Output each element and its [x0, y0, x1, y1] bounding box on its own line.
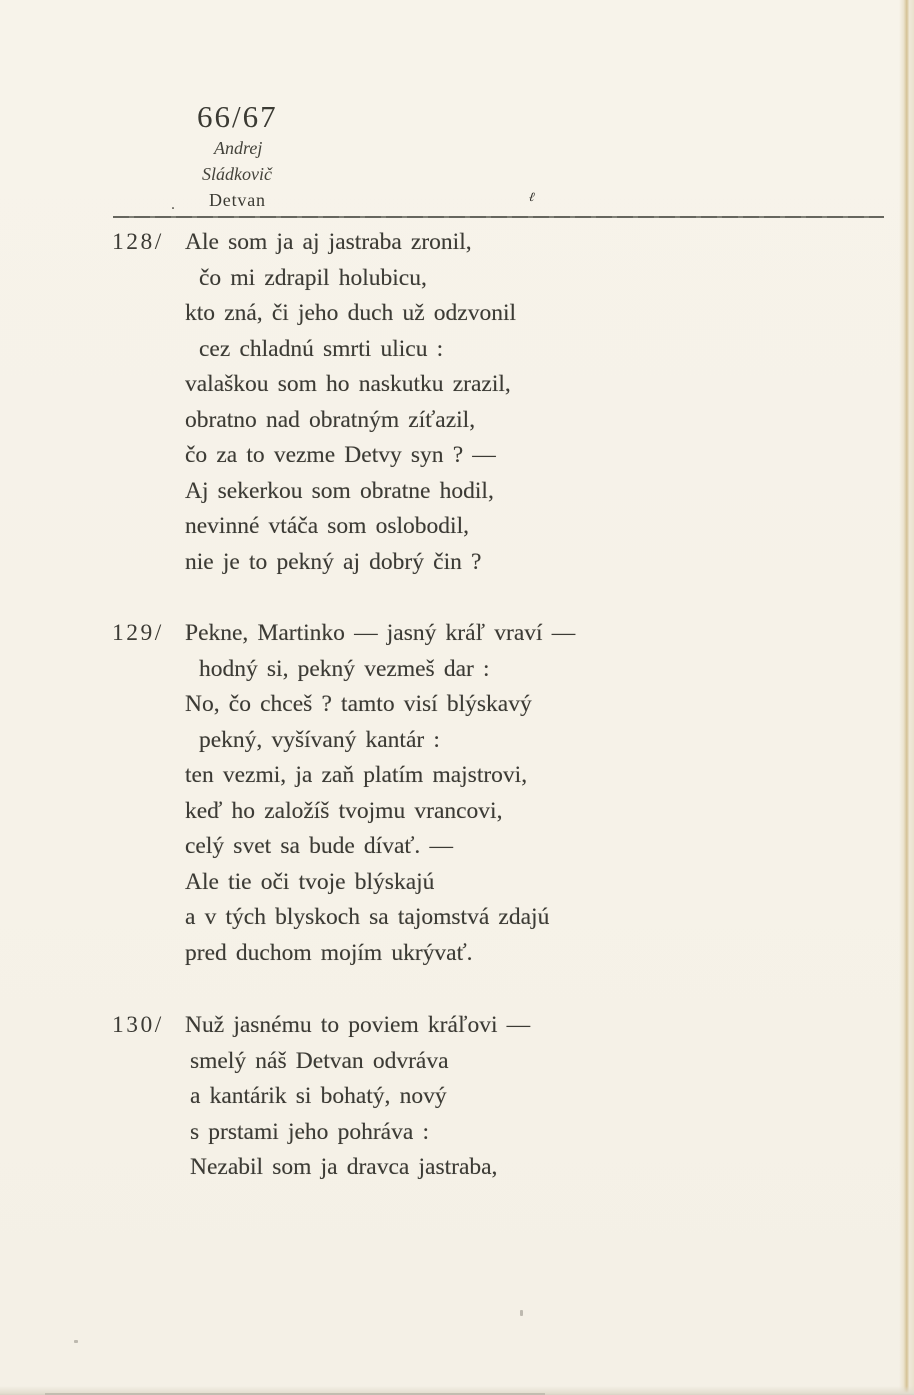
- stanza-129: [112, 616, 852, 971]
- verse-line: s prstami jeho pohráva :: [190, 1118, 429, 1145]
- verse-line: obratno nad obratným zíťazil,: [185, 406, 476, 433]
- verse-line: a kantárik si bohatý, nový: [190, 1083, 447, 1109]
- author-first-name: Andrej: [214, 138, 263, 158]
- verse-line: nevinné vtáča som oslobodil,: [185, 513, 469, 539]
- page-number: 66/67: [197, 99, 278, 134]
- scan-speck: [74, 1340, 78, 1343]
- verse-line: Nuž jasnému to poviem kráľovi —: [185, 1012, 531, 1038]
- stanza-128: [112, 225, 852, 580]
- author-last-name: Sládkovič: [202, 164, 272, 184]
- stanza-number: 128/: [112, 229, 164, 255]
- stanza-lines: [185, 225, 852, 580]
- verse-line: čo mi zdrapil holubicu,: [199, 264, 427, 291]
- verse-line: keď ho založíš tvojmu vrancovi,: [185, 797, 503, 824]
- verse-line: Ale som ja aj jastraba zronil,: [185, 229, 472, 255]
- verse-line: No, čo chceš ? tamto visí blýskavý: [185, 691, 532, 717]
- verse-line: pred duchom mojím ukrývať.: [185, 939, 473, 966]
- verse-line: hodný si, pekný vezmeš dar :: [199, 655, 490, 682]
- verse-line: cez chladnú smrti ulicu :: [199, 335, 444, 362]
- verse-line: a v tých blyskoch sa tajomstvá zdajú: [185, 904, 550, 930]
- verse-line: celý svet sa bude dívať. —: [185, 833, 453, 859]
- verse-line: ten vezmi, ja zaň platím majstrovi,: [185, 762, 528, 788]
- verse-line: Aj sekerkou som obratne hodil,: [185, 477, 494, 504]
- stanza-130: [112, 1008, 852, 1186]
- verse-line: Pekne, Martinko — jasný kráľ vraví —: [185, 620, 576, 646]
- scan-speck: [520, 1310, 523, 1316]
- stanza-lines: [185, 616, 852, 971]
- stanza-number: 130/: [112, 1012, 164, 1038]
- work-title: Detvan: [209, 190, 266, 210]
- stray-dot: .: [171, 196, 175, 213]
- stanza-lines: [185, 1008, 852, 1186]
- verse-line: kto zná, či jeho duch už odzvonil: [185, 300, 517, 326]
- verse-line: nie je to pekný aj dobrý čin ?: [185, 548, 482, 575]
- verse-line: Nezabil som ja dravca jastraba,: [190, 1154, 498, 1180]
- page-edge-shadow: [899, 0, 914, 1395]
- printers-mark: ℓ: [528, 188, 536, 205]
- verse-line: Ale tie oči tvoje blýskajú: [185, 868, 435, 895]
- header-rule: [113, 216, 884, 218]
- verse-line: valaškou som ho naskutku zrazil,: [185, 371, 511, 397]
- stanza-number: 129/: [112, 620, 164, 646]
- verse-line: pekný, vyšívaný kantár :: [199, 726, 440, 753]
- verse-line: čo za to vezme Detvy syn ? —: [185, 442, 496, 468]
- verse-line: smelý náš Detvan odvráva: [190, 1047, 449, 1074]
